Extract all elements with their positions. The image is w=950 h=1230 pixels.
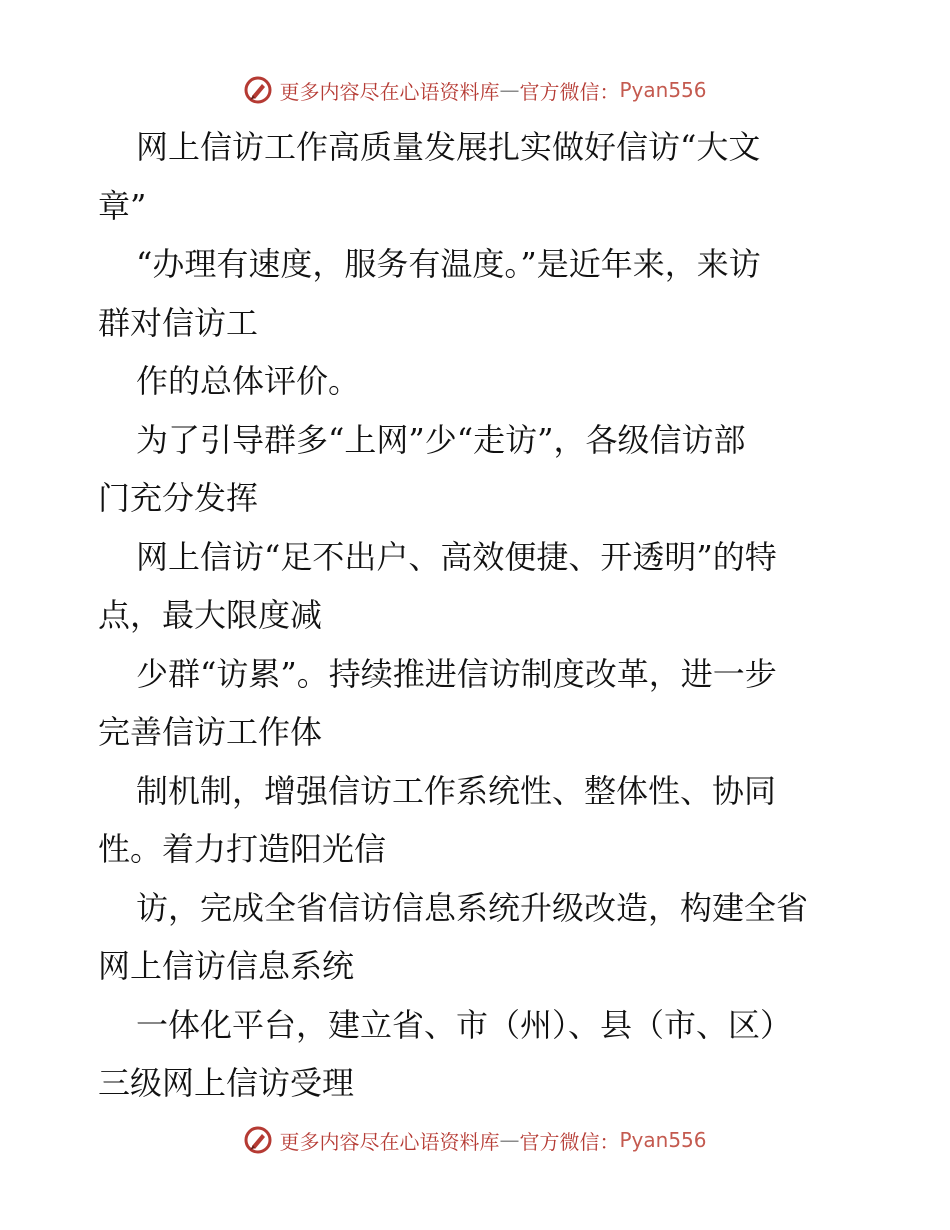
paragraph-line: 网上信访工作高质量发展扎实做好信访“大文	[136, 128, 761, 166]
paragraph-line: 门充分发挥	[98, 479, 259, 517]
header-watermark-banner	[0, 70, 950, 110]
paragraph-6	[98, 645, 858, 762]
document-body	[98, 118, 858, 1113]
footer-wechat-label: 官方微信：	[519, 1129, 620, 1154]
header-separator: —	[499, 78, 520, 102]
header-wechat-id: Pyan556	[619, 78, 707, 102]
paragraph-line: 少群“访累”。持续推进信访制度改革，进一步	[136, 654, 777, 693]
footer-wechat-id: Pyan556	[619, 1128, 707, 1152]
paragraph-2	[98, 235, 858, 352]
paragraph-9	[98, 996, 858, 1113]
paragraph-line: 点，最大限度减	[98, 596, 323, 634]
paragraph-4	[98, 411, 858, 528]
paragraph-8	[98, 879, 858, 996]
header-brand-text: 更多内容尽在心语资料库	[279, 79, 500, 104]
paragraph-line: 性。着力打造阳光信	[98, 830, 387, 868]
paragraph-line: 章”	[98, 186, 147, 225]
paragraph-line: 访，完成全省信访信息系统升级改造，构建全省	[136, 888, 809, 927]
header-wechat-label: 官方微信：	[519, 79, 620, 104]
footer-watermark-banner	[0, 1120, 950, 1160]
paragraph-1	[98, 118, 858, 235]
paragraph-line: 制机制，增强信访工作系统性、整体性、协同	[136, 771, 777, 810]
paragraph-line: 完善信访工作体	[98, 713, 323, 751]
paragraph-line: 群对信访工	[98, 303, 259, 342]
paragraph-7	[98, 762, 858, 879]
paragraph-line: 网上信访“足不出户、高效便捷、开透明”的特	[136, 537, 777, 576]
paragraph-line: 作的总体评价。	[136, 362, 361, 400]
footer-separator: —	[499, 1128, 520, 1152]
paragraph-line: 三级网上信访受理	[98, 1064, 355, 1102]
footer-brand-text: 更多内容尽在心语资料库	[279, 1129, 500, 1154]
paragraph-line: 一体化平台，建立省、市（州）、县（市、区）	[136, 1005, 793, 1044]
pen-logo-icon	[243, 1125, 273, 1155]
paragraph-line: 网上信访信息系统	[98, 947, 355, 985]
paragraph-5	[98, 528, 858, 645]
paragraph-line: “办理有速度，服务有温度。”是近年来，来访	[136, 245, 761, 283]
paragraph-3	[98, 352, 858, 411]
pen-logo-icon	[243, 75, 273, 105]
paragraph-line: 为了引导群多“上网”少“走访”，各级信访部	[136, 420, 746, 459]
